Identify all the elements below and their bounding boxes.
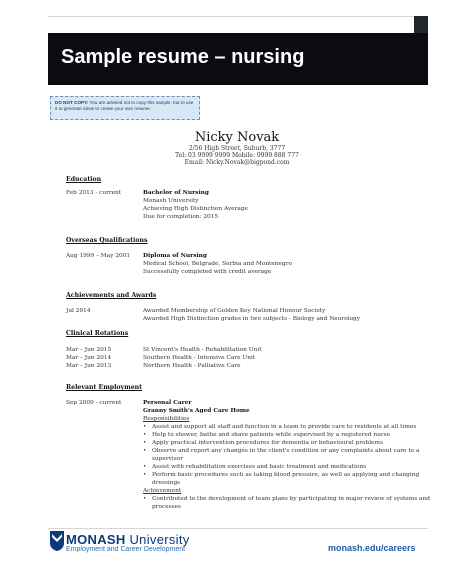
list-item: • Assist and support all staff and function in a team to provide care to residents at all times	[143, 424, 417, 430]
phones: Tel: 03 9999 9999 Mobile: 9999 888 777	[175, 152, 299, 159]
footer-divider	[48, 528, 428, 529]
monash-shield-icon	[50, 531, 64, 551]
section-heading-education: Education	[66, 176, 102, 183]
employment-date: Sep 2009 - current	[66, 400, 122, 406]
list-item-continuation: processes	[152, 504, 182, 510]
education-date: Feb 2013 - current	[66, 190, 122, 196]
header-strip	[48, 16, 428, 33]
copy-notice	[50, 96, 200, 120]
overseas-line: Successfully completed with credit average	[143, 269, 272, 275]
clinical-text: St Vincent's Health - Rehabilitation Unit	[143, 347, 262, 353]
education-line: Achieving High Distinction Average	[143, 206, 248, 212]
employment-role: Personal Carer	[143, 400, 192, 406]
section-heading-clinical: Clinical Rotations	[66, 330, 129, 337]
notice-text: You are advised not to copy this sample, but to use it to generate ideas to create your own resume.	[55, 100, 194, 111]
achievements-date: Jul 2014	[66, 308, 91, 314]
clinical-text: Northern Health - Palliative Care	[143, 363, 241, 369]
overseas-line: Diploma of Nursing	[143, 253, 207, 259]
banner-accent	[414, 16, 428, 33]
employment-employer: Granny Smith's Aged Care Home	[143, 408, 250, 414]
email: Email: Nicky.Novak@bigpond.com	[184, 159, 290, 166]
candidate-name: Nicky Novak	[194, 130, 280, 145]
clinical-date: Mar – Jun 2015	[66, 347, 112, 353]
section-heading-employment: Relevant Employment	[66, 384, 142, 391]
achievement-label: Achievement	[143, 488, 182, 494]
notice-strong: DO NOT COPY:	[55, 100, 89, 105]
responsibilities-label: Responsibilities	[143, 416, 190, 422]
list-item: • Assist with rehabilitation exercises and basic treatment and medications	[143, 464, 367, 470]
education-line: Bachelor of Nursing	[143, 190, 209, 196]
clinical-text: Southern Health - Intensive Care Unit	[143, 355, 256, 361]
achievements-line: Awarded High Distinction grades in two subjects - Biology and Neurology	[143, 316, 361, 322]
page-title: Sample resume – nursing	[61, 46, 305, 68]
list-item-continuation: dressings	[152, 480, 181, 486]
overseas-line: Medical School, Belgrade, Serbia and Montenegro	[143, 261, 292, 267]
monash-logo: MONASH University	[66, 532, 190, 547]
clinical-date: Mar – Jun 2014	[66, 355, 112, 361]
list-item-continuation: supervisor	[152, 456, 183, 462]
list-item: • Contributed to the development of team plans by participating in major review of systems and	[143, 496, 430, 502]
list-item: • Perform basic procedures such as taking blood pressure, as well as applying and changing	[143, 472, 420, 478]
list-item: • Apply practical intervention procedures for dementia or behavioural problems	[143, 440, 383, 446]
address: 2/56 High Street, Suburb, 3777	[188, 145, 286, 152]
logo-subtitle: Employment and Career Development	[66, 546, 186, 553]
education-line: Due for completion: 2015	[143, 214, 219, 220]
achievements-line: Awarded Membership of Golden Key National Honour Society	[143, 308, 326, 314]
section-heading-achievements: Achievements and Awards	[66, 292, 157, 299]
overseas-date: Aug 1999 – May 2001	[66, 253, 131, 259]
section-heading-overseas: Overseas Qualifications	[66, 237, 148, 244]
careers-link[interactable]: monash.edu/careers	[328, 543, 416, 553]
clinical-date: Mar – Jun 2013	[66, 363, 112, 369]
list-item: • Observe and report any changes in the client's condition or any complaints about care to a	[143, 448, 420, 454]
list-item: • Help to shower, bathe and shave patients while supervised by a registered nurse	[143, 432, 390, 438]
education-line: Monash University	[143, 198, 199, 204]
